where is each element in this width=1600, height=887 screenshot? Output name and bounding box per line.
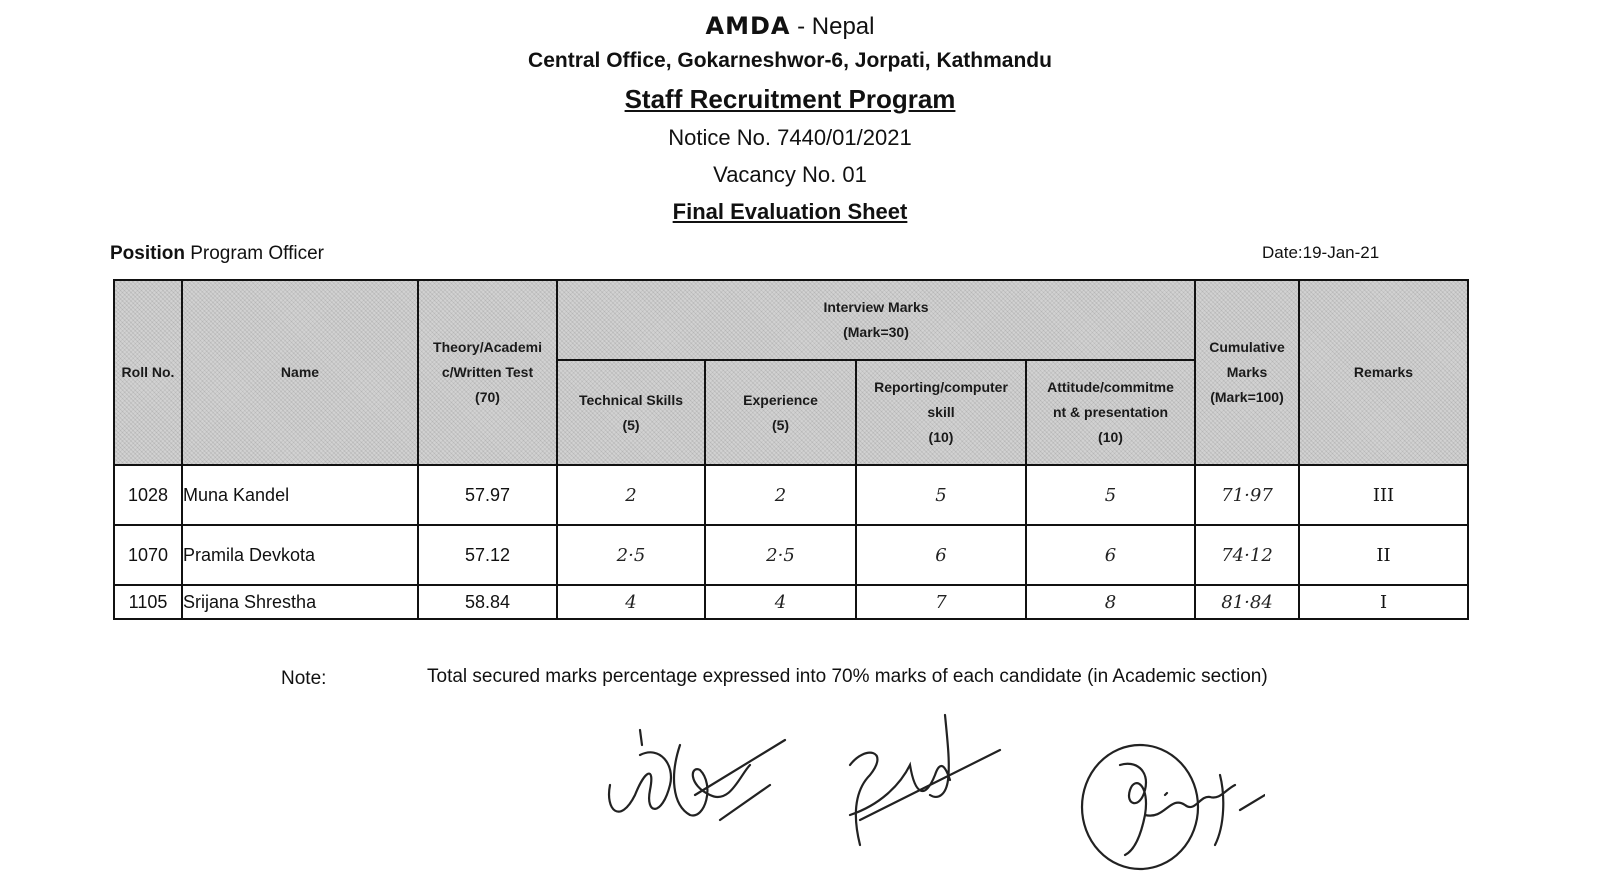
position-label: Position [110,243,185,264]
cell-reporting: 5 [856,465,1026,525]
cell-name: Pramila Devkota [182,525,418,585]
cell-roll: 1105 [114,585,182,619]
cell-cumulative: 74·12 [1195,525,1299,585]
header-attitude-line3: (10) [1098,429,1123,445]
sheet-title: Final Evaluation Sheet [672,199,908,224]
header-cumulative-line1: Cumulative [1209,339,1285,355]
header-interview-line1: Interview Marks [823,299,929,315]
cell-roll: 1028 [114,465,182,525]
header-reporting [856,360,1026,465]
cell-technical: 2 [557,465,705,525]
org-suffix: - Nepal [790,13,875,40]
header-reporting-line2: skill [927,404,955,420]
date-text: Date:19-Jan-21 [1262,243,1380,262]
header-experience-line2: (5) [771,416,790,433]
header-theory-line1: Theory/Academi [433,339,542,355]
header-interview-line2: (Mark=30) [843,324,909,340]
cell-roll: 1070 [114,525,182,585]
header-technical [557,360,705,465]
position-line [110,243,324,265]
organization-title [0,12,1580,41]
header-remarks: Remarks [1299,280,1468,465]
cell-cumulative: 71·97 [1195,465,1299,525]
header-cumulative [1195,280,1299,465]
cell-theory: 57.97 [418,465,557,525]
cell-remarks: I [1299,585,1468,619]
cell-reporting: 6 [856,525,1026,585]
notice-number: Notice No. 7440/01/2021 [668,125,912,150]
cell-technical: 2·5 [557,525,705,585]
header-attitude-line2: nt & presentation [1052,404,1169,420]
program-title: Staff Recruitment Program [624,84,956,114]
signature-3 [1075,735,1265,875]
vacancy-number: Vacancy No. 01 [713,162,867,187]
cell-name: Srijana Shrestha [182,585,418,619]
header-theory [418,280,557,465]
signature-1 [600,725,790,840]
cell-attitude: 6 [1026,525,1195,585]
cell-cumulative: 81·84 [1195,585,1299,619]
header-name: Name [182,280,418,465]
cell-theory: 57.12 [418,525,557,585]
table-row [114,525,1468,585]
cell-attitude: 5 [1026,465,1195,525]
header-theory-line3: (70) [475,389,500,405]
cell-theory: 58.84 [418,585,557,619]
cell-remarks: III [1299,465,1468,525]
signature-2 [830,705,1010,855]
table-row [114,465,1468,525]
header-reporting-line1: Reporting/computer [874,379,1008,395]
position-value: Program Officer [190,243,324,264]
header-technical-line2: (5) [622,416,640,433]
header-reporting-line3: (10) [928,429,954,445]
cell-reporting: 7 [856,585,1026,619]
header-attitude [1026,360,1195,465]
header-cumulative-line3: (Mark=100) [1210,389,1284,405]
header-interview [557,280,1195,360]
cell-experience: 4 [705,585,856,619]
cell-attitude: 8 [1026,585,1195,619]
note-text: Total secured marks percentage expressed into 70% marks of each candidate (in Academic section) [427,666,1268,687]
cell-experience: 2 [705,465,856,525]
office-address: Central Office, Gokarneshwor-6, Jorpati, Kathmandu [528,49,1052,72]
header-experience [705,360,856,465]
header-attitude-line1: Attitude/commitme [1047,379,1174,395]
cell-remarks: II [1299,525,1468,585]
header-technical-line1: Technical Skills [578,391,683,408]
org-brand: AMDA [705,12,791,40]
header-theory-line2: c/Written Test [441,364,534,380]
cell-name: Muna Kandel [182,465,418,525]
cell-technical: 4 [557,585,705,619]
note-label: Note: [281,668,327,689]
header-roll-no: Roll No. [114,280,182,465]
table-row [114,585,1468,619]
header-cumulative-line2: Marks [1226,364,1268,380]
cell-experience: 2·5 [705,525,856,585]
header-experience-line1: Experience [743,391,818,408]
evaluation-table [113,279,1469,620]
